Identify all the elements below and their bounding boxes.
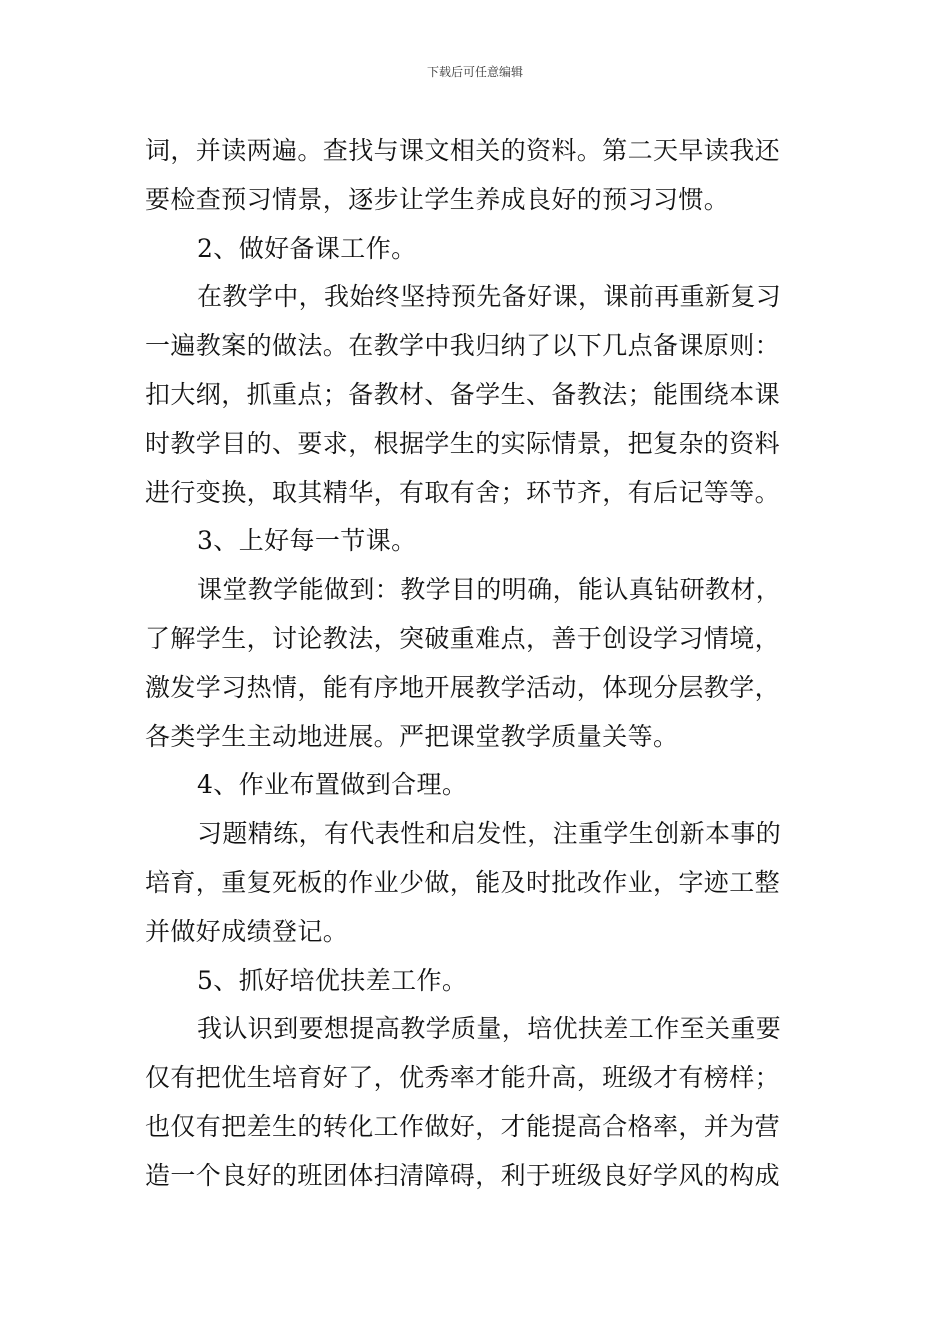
- paragraph-line: 一遍教案的做法。在教学中我归纳了以下几点备课原则：: [145, 331, 781, 361]
- paragraph-line: 课堂教学能做到：教学目的明确，能认真钻研教材，: [197, 575, 782, 605]
- paragraph-line: 了解学生，讨论教法，突破重难点，善于创设学习情境，: [145, 623, 781, 653]
- section-heading: 5、抓好培优扶差工作。: [197, 965, 468, 995]
- paragraph-line: 扣大纲，抓重点；备教材、备学生、备教法；能围绕本课: [145, 379, 781, 409]
- paragraph-line: 激发学习热情，能有序地开展教学活动，体现分层教学，: [145, 672, 781, 702]
- paragraph-line: 时教学目的、要求，根据学生的实际情景，把复杂的资料: [145, 428, 781, 458]
- document-body: [145, 127, 807, 1201]
- section-heading: 3、上好每一节课。: [197, 526, 417, 556]
- paragraph-line: 培育，重复死板的作业少做，能及时批改作业，字迹工整: [145, 867, 781, 897]
- paragraph-line: 要检查预习情景，逐步让学生养成良好的预习习惯。: [145, 184, 730, 214]
- page-header: 下载后可任意编辑: [426, 65, 523, 79]
- paragraph-line: 造一个良好的班团体扫清障碍，利于班级良好学风的构成: [145, 1160, 781, 1190]
- paragraph-line: 进行变换，取其精华，有取有舍；环节齐，有后记等等。: [145, 477, 781, 507]
- paragraph-line: 词，并读两遍。查找与课文相关的资料。第二天早读我还: [145, 136, 781, 165]
- section-heading: 2、做好备课工作。: [197, 233, 417, 263]
- paragraph-line: 仅有把优生培育好了，优秀率才能升高，班级才有榜样；: [145, 1063, 781, 1093]
- paragraph-line: 习题精练，有代表性和启发性，注重学生创新本事的: [197, 819, 782, 849]
- paragraph-line: 也仅有把差生的转化工作做好，才能提高合格率，并为营: [145, 1111, 781, 1141]
- paragraph-line: 并做好成绩登记。: [145, 916, 349, 946]
- paragraph-line: 在教学中，我始终坚持预先备好课，课前再重新复习: [197, 282, 782, 312]
- paragraph-line: 我认识到要想提高教学质量，培优扶差工作至关重要: [197, 1014, 782, 1044]
- paragraph-line: 各类学生主动地进展。严把课堂教学质量关等。: [145, 721, 679, 751]
- section-heading: 4、作业布置做到合理。: [197, 770, 468, 800]
